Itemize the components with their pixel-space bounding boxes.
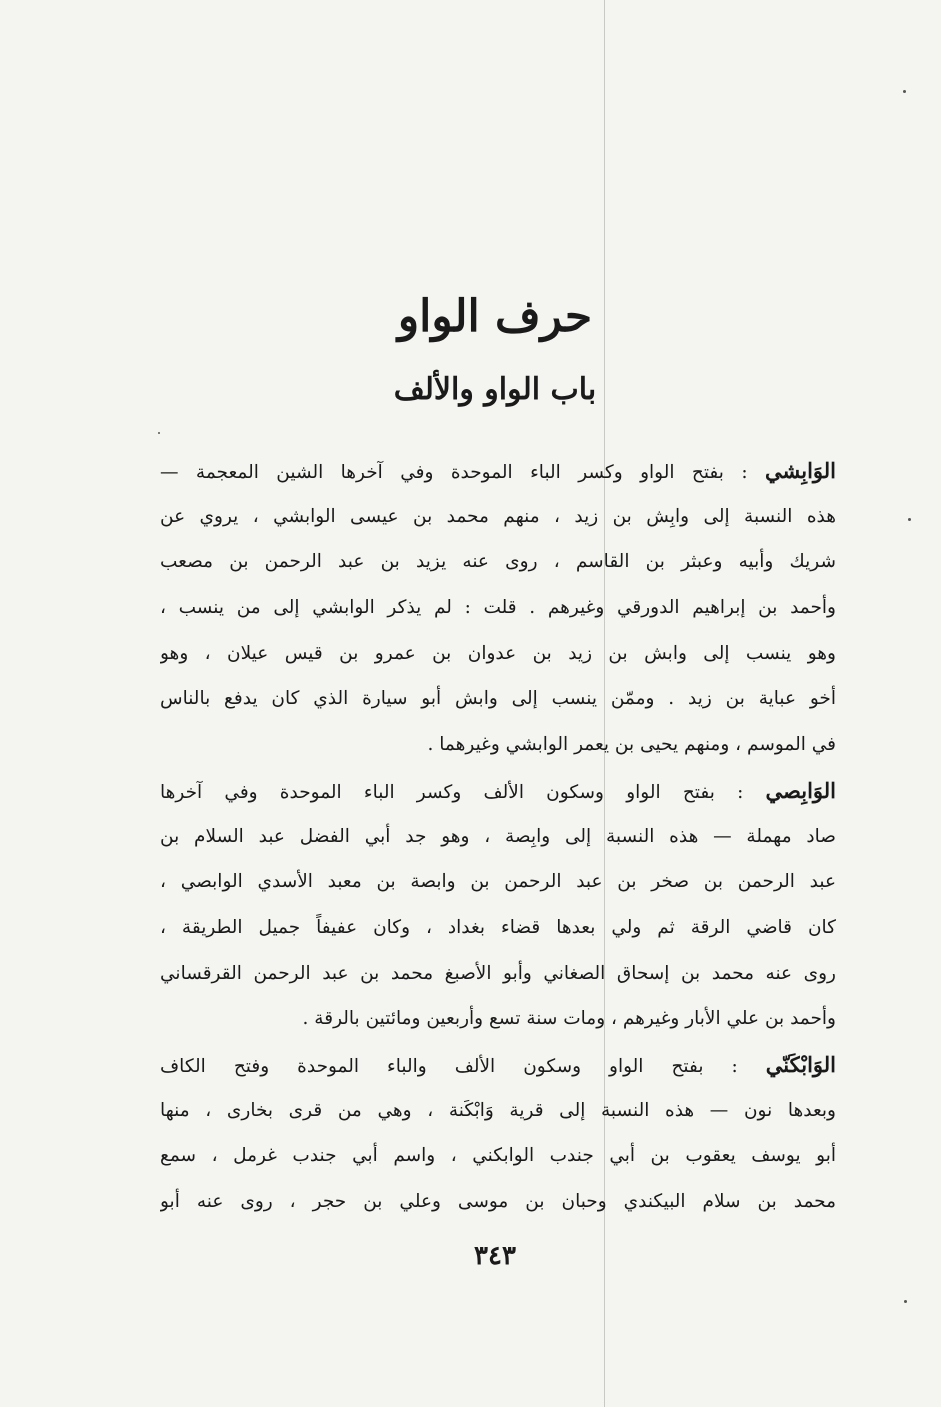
text-line bbox=[160, 494, 836, 540]
text-line bbox=[160, 859, 836, 905]
text-line bbox=[160, 631, 836, 677]
entry-wabisi bbox=[160, 768, 836, 1042]
line-text: هذه النسبة إلى وابِش بن زيد ، منهم محمد بن عيسى الوابشي ، يروي عن bbox=[160, 505, 836, 527]
line-text: روى عنه محمد بن إسحاق الصغاني وأبو الأصبغ محمد بن عبد الرحمن القرقساني bbox=[160, 962, 836, 984]
text-line bbox=[160, 448, 836, 494]
line-text: في الموسم ، ومنهم يحيى بن يعمر الوابشي وغيرهما . bbox=[427, 734, 836, 756]
chapter-title: حرف الواو bbox=[397, 291, 593, 342]
line-text: كان قاضي الرقة ثم ولي بعدها قضاء بغداد ، وكان عفيفاً جميل الطريقة ، bbox=[160, 916, 836, 938]
entry-headword: الوَابْكَنّي bbox=[765, 1051, 836, 1077]
entry-wabkani bbox=[160, 1042, 836, 1225]
text-line bbox=[160, 951, 836, 997]
ink-speck bbox=[903, 90, 906, 93]
entry-headword: الوَابِصي bbox=[765, 777, 836, 803]
line-text: شريك وأبيه وعبثر بن القاسم ، روى عنه يزيد بن عبد الرحمن بن مصعب bbox=[160, 551, 836, 573]
line-text: : بفتح الواو وسكون الألف والباء الموحدة وفتح الكاف bbox=[160, 1055, 766, 1077]
text-line bbox=[160, 1042, 836, 1088]
ink-speck bbox=[904, 1300, 907, 1303]
text-line bbox=[160, 1088, 836, 1134]
line-text: وبعدها نون — هذه النسبة إلى قرية وَابْكَنة ، وهي من قرى بخارى ، منها bbox=[160, 1099, 836, 1121]
entry-wabishi bbox=[160, 448, 836, 768]
page-number: ٣٤٣ bbox=[474, 1241, 516, 1271]
ink-speck bbox=[158, 432, 160, 434]
text-line bbox=[160, 768, 836, 814]
text-line bbox=[160, 1179, 836, 1225]
text-line bbox=[160, 814, 836, 860]
line-text: أبو يوسف يعقوب بن أبي جندب الوابكني ، واسم أبي جندب غرمل ، سمع bbox=[160, 1145, 836, 1167]
text-line bbox=[160, 996, 836, 1042]
ink-speck bbox=[908, 518, 911, 521]
section-title: باب الواو والألف bbox=[393, 372, 597, 407]
line-text: وأحمد بن علي الأبار وغيرهم ، ومات سنة تسع وأربعين ومائتين بالرقة . bbox=[302, 1008, 836, 1030]
text-line bbox=[160, 676, 836, 722]
line-text: : بفتح الواو وسكون الألف وكسر الباء الموحدة وفي آخرها bbox=[160, 781, 766, 803]
line-text: عبد الرحمن بن صخر بن عبد الرحمن بن وابصة بن معبد الأسدي الوابصي ، bbox=[160, 871, 836, 893]
line-text: صاد مهملة — هذه النسبة إلى وابِصة ، وهو جد أبي الفضل عبد السلام بن bbox=[160, 825, 836, 847]
line-text: وأحمد بن إبراهيم الدورقي وغيرهم . قلت : لم يذكر الوابشي إلى من ينسب ، bbox=[160, 597, 836, 619]
entries-text-block bbox=[160, 448, 836, 1225]
line-text: : بفتح الواو وكسر الباء الموحدة وفي آخرها الشين المعجمة — bbox=[160, 462, 765, 483]
text-line bbox=[160, 1133, 836, 1179]
text-line bbox=[160, 585, 836, 631]
text-line bbox=[160, 905, 836, 951]
text-line bbox=[160, 539, 836, 585]
line-text: أخو عباية بن زيد . وممّن ينسب إلى وابش أبو سيارة الذي كان يدفع بالناس bbox=[160, 688, 836, 710]
entry-headword: الوَابِشي bbox=[765, 458, 836, 483]
line-text: محمد بن سلام البيكندي وحبان بن موسى وعلي بن حجر ، روى عنه أبو bbox=[160, 1191, 836, 1212]
line-text: وهو ينسب إلى وابش بن زيد بن عدوان بن عمرو بن قيس عيلان ، وهو bbox=[160, 642, 836, 664]
text-line bbox=[160, 722, 836, 768]
